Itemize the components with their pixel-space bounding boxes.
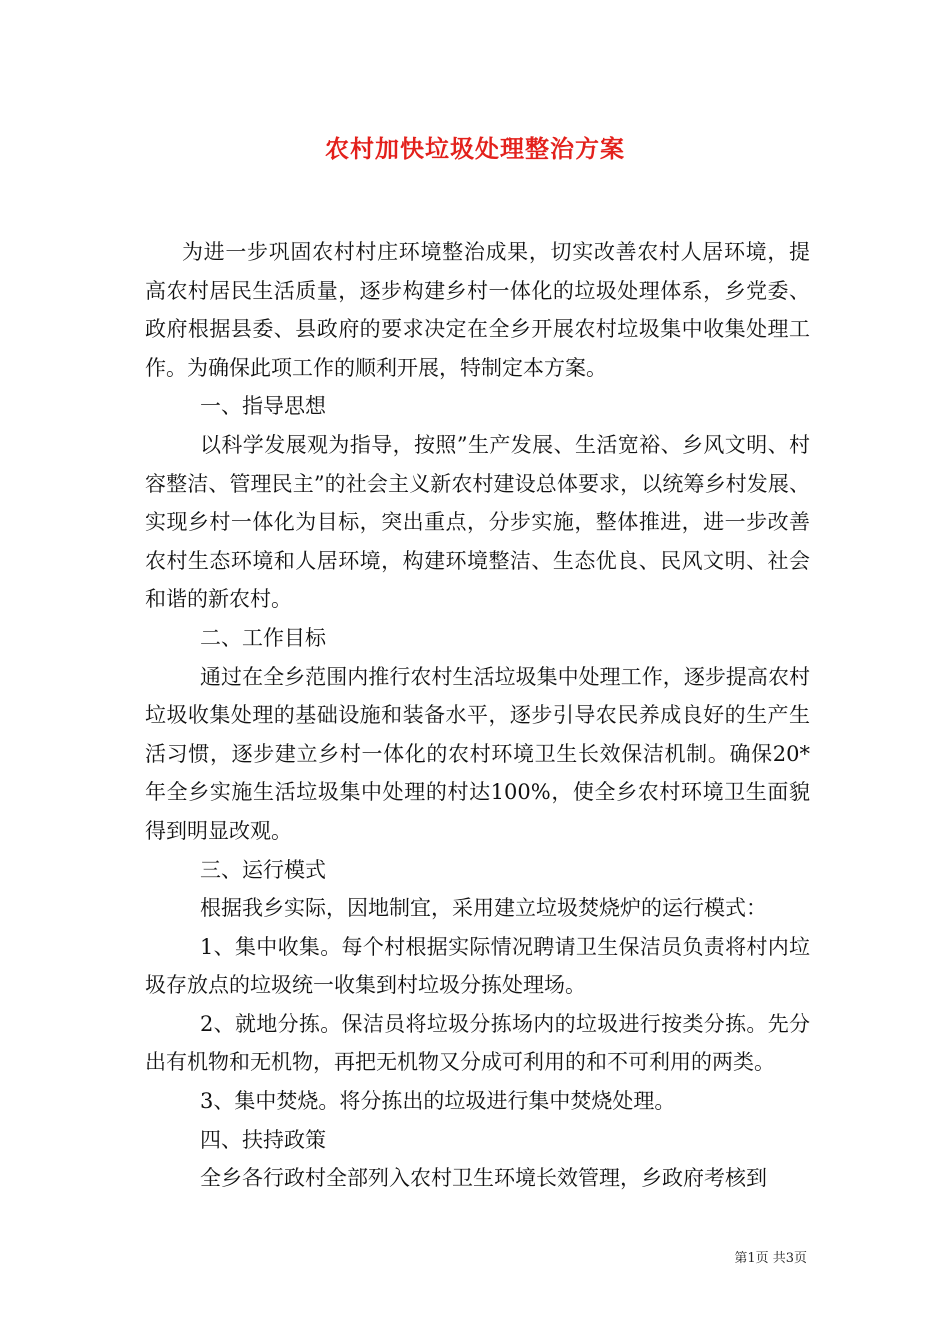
- operation-step-sort: 2、就地分拣。保洁员将垃圾分拣场内的垃圾进行按类分拣。先分出有机物和无机物，再把无机物又分成可利用的和不可利用的两类。: [145, 1011, 810, 1075]
- operation-step-collect: 1、集中收集。每个村根据实际情况聘请卫生保洁员负责将村内垃圾存放点的垃圾统一收集到村垃圾分拣处理场。: [145, 934, 810, 998]
- support-policy-paragraph: 全乡各行政村全部列入农村卫生环境长效管理，乡政府考核到: [200, 1166, 767, 1191]
- intro-paragraph: 为进一步巩固农村村庄环境整治成果，切实改善农村人居环境，提高农村居民生活质量，逐步构建乡村一体化的垃圾处理体系，乡党委、政府根据县委、县政府的要求决定在全乡开展农村垃圾集中收集处理工作。为确保此项工作的顺利开展，特制定本方案。: [145, 240, 810, 380]
- document-title: 农村加快垃圾处理整治方案: [325, 134, 625, 163]
- section-heading-work-goals: 二、工作目标: [200, 625, 326, 650]
- work-goals-paragraph: 通过在全乡范围内推行农村生活垃圾集中处理工作，逐步提高农村垃圾收集处理的基础设施和装备水平，逐步引导农民养成良好的生产生活习惯，逐步建立乡村一体化的农村环境卫生长效保洁机制。确保20*年全乡实施生活垃圾集中处理的村达100%，使全乡农村环境卫生面貌得到明显改观。: [145, 664, 810, 843]
- section-heading-operation-mode: 三、运行模式: [200, 857, 326, 882]
- section-heading-guiding-ideology: 一、指导思想: [200, 394, 326, 419]
- page-number: 第1页 共3页: [734, 1251, 807, 1266]
- section-heading-support-policy: 四、扶持政策: [200, 1127, 326, 1152]
- guiding-ideology-paragraph: 以科学发展观为指导，按照”生产发展、生活宽裕、乡风文明、村容整洁、管理民主”的社会主义新农村建设总体要求，以统筹乡村发展、实现乡村一体化为目标，突出重点，分步实施，整体推进，进一步改善农村生态环境和人居环境，构建环境整洁、生态优良、民风文明、社会和谐的新农村。: [145, 432, 810, 612]
- document-body: [145, 233, 810, 1198]
- operation-step-burn: 3、集中焚烧。将分拣出的垃圾进行集中焚烧处理。: [200, 1089, 676, 1114]
- operation-mode-paragraph: 根据我乡实际，因地制宜，采用建立垃圾焚烧炉的运行模式：: [200, 896, 767, 921]
